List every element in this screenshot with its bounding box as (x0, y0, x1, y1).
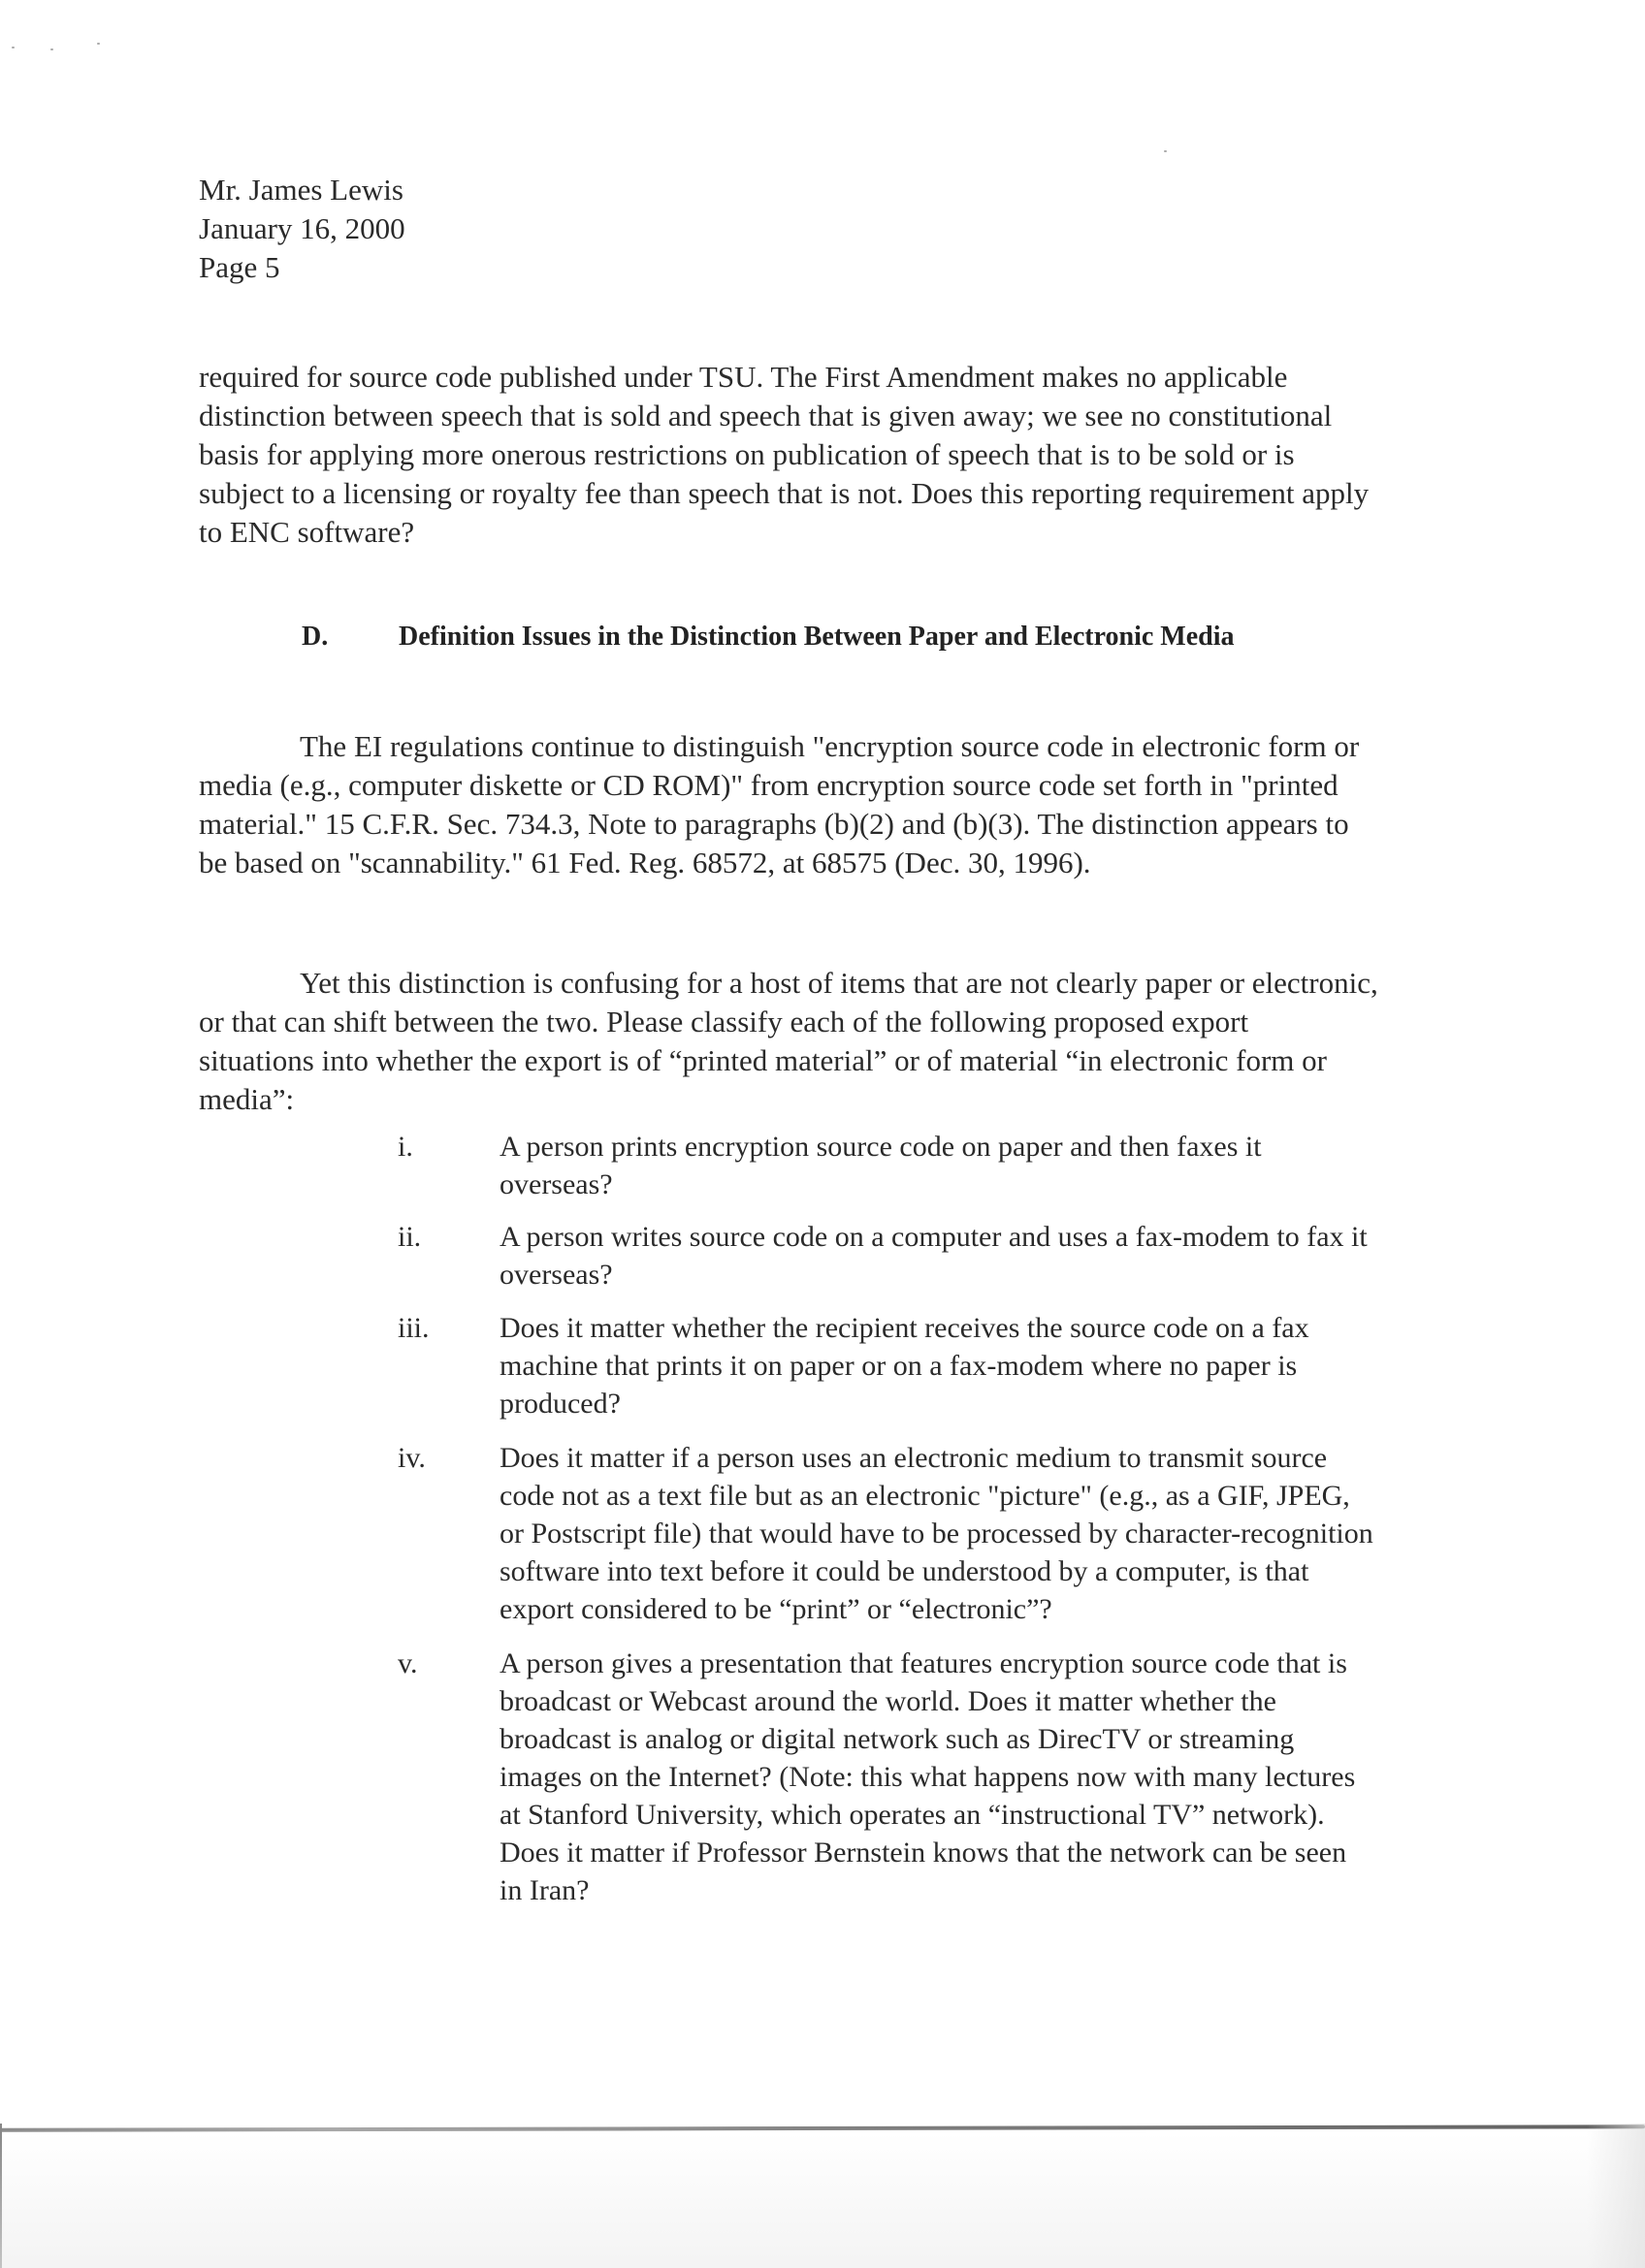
list-item-line: in Iran? (500, 1874, 590, 1906)
list-item-line: A person writes source code on a computer and uses a fax-modem to fax it (500, 1221, 1368, 1253)
list-item-line: software into text before it could be understood by a computer, is that (500, 1555, 1309, 1587)
paragraph-line: basis for applying more onerous restrictions on publication of speech that is to be sold or is (199, 437, 1295, 471)
list-item-number: v. (398, 1647, 418, 1679)
header-recipient: Mr. James Lewis (199, 173, 403, 207)
list-item-line: overseas? (500, 1168, 613, 1200)
list-item-number: i. (398, 1131, 413, 1163)
scan-speck (1164, 150, 1167, 152)
paragraph-line: to ENC software? (199, 515, 415, 549)
header-date: January 16, 2000 (199, 211, 405, 245)
header-page-number: Page 5 (199, 250, 280, 284)
section-letter: D. (302, 622, 329, 652)
paragraph-line: media (e.g., computer diskette or CD ROM)" from encryption source code set forth in "printed (199, 768, 1339, 802)
list-item-line: broadcast or Webcast around the world. Does it matter whether the (500, 1685, 1276, 1717)
paragraph-line: situations into whether the export is of “printed material” or of material “in electronic form or (199, 1043, 1327, 1077)
scan-speck (50, 48, 53, 50)
list-item-line: or Postscript file) that would have to be processed by character-recognition (500, 1517, 1373, 1549)
list-item-line: Does it matter if a person uses an electronic medium to transmit source (500, 1442, 1328, 1474)
list-item-line: export considered to be “print” or “electronic”? (500, 1593, 1052, 1625)
paragraph-line: required for source code published under TSU. The First Amendment makes no applicable (199, 360, 1288, 394)
list-item-number: iii. (398, 1312, 430, 1344)
scan-edge-line (0, 2124, 1645, 2132)
list-item-line: Does it matter if Professor Bernstein knows that the network can be seen (500, 1837, 1347, 1869)
paragraph-line: Yet this distinction is confusing for a host of items that are not clearly paper or electronic, (300, 966, 1378, 1000)
scan-shadow-right (1587, 2124, 1645, 2268)
list-item-line: Does it matter whether the recipient receives the source code on a fax (500, 1312, 1309, 1344)
list-item-number: ii. (398, 1221, 422, 1253)
list-item-line: broadcast is analog or digital network such as DirecTV or streaming (500, 1723, 1295, 1755)
list-item-line: machine that prints it on paper or on a fax-modem where no paper is (500, 1350, 1298, 1382)
list-item-line: A person gives a presentation that features encryption source code that is (500, 1647, 1347, 1679)
list-item-line: A person prints encryption source code on paper and then faxes it (500, 1131, 1262, 1163)
list-item-line: code not as a text file but as an electronic "picture" (e.g., as a GIF, JPEG, (500, 1480, 1350, 1512)
paragraph-line: The EI regulations continue to distinguish "encryption source code in electronic form or (300, 729, 1360, 763)
list-item-line: images on the Internet? (Note: this what happens now with many lectures (500, 1761, 1356, 1793)
list-item-number: iv. (398, 1442, 426, 1474)
paragraph-line: material." 15 C.F.R. Sec. 734.3, Note to paragraphs (b)(2) and (b)(3). The distinction appears to (199, 807, 1349, 841)
list-item-line: at Stanford University, which operates an “instructional TV” network). (500, 1799, 1325, 1831)
scan-shadow (0, 2132, 1645, 2268)
list-item-line: produced? (500, 1388, 621, 1420)
paragraph-line: or that can shift between the two. Please classify each of the following proposed export (199, 1005, 1249, 1038)
paragraph-line: subject to a licensing or royalty fee than speech that is not. Does this reporting requirement apply (199, 476, 1370, 510)
paragraph-line: distinction between speech that is sold and speech that is given away; we see no constitutional (199, 399, 1333, 432)
paragraph-line: media”: (199, 1082, 295, 1116)
paragraph-line: be based on "scannability." 61 Fed. Reg. 68572, at 68575 (Dec. 30, 1996). (199, 846, 1091, 879)
list-item-line: overseas? (500, 1259, 613, 1291)
scan-speck (97, 43, 100, 45)
section-title: Definition Issues in the Distinction Between Paper and Electronic Media (399, 622, 1235, 652)
scan-speck (12, 47, 15, 48)
